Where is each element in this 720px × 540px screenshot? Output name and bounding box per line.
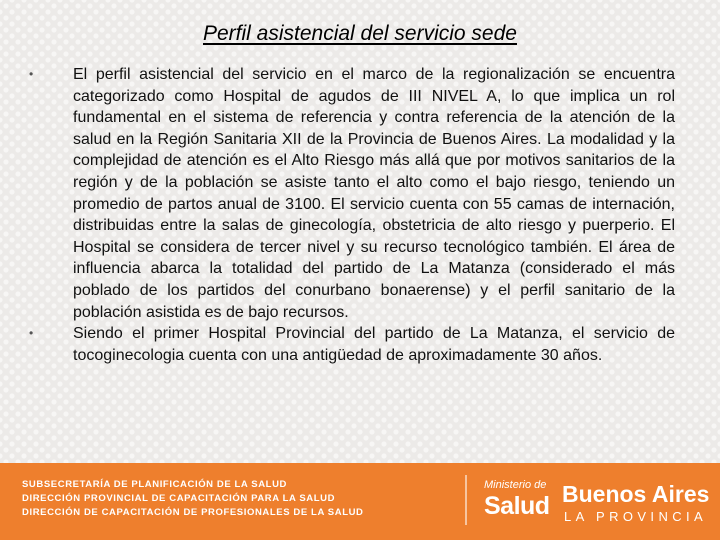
bullet-item [25,323,675,366]
bullet-icon: • [29,326,34,341]
bullet-text: El perfil asistencial del servicio en el marco de la regionalización se encuentra categorizado como Hospital de agudos de III NIVEL A, lo que implica un rol fundamental en el sistema de referencia y contra referencia de la atención de la salud en la Región Sanitaria XII de la Provincia de Buenos Aires. La modalidad y la complejidad de atención es el Alto Riesgo más allá que por motivos sanitarios de la región y de la población se asiste tanto el alto como el bajo riesgo, teniendo un promedio de partos anual de 3100. El servicio cuenta con 55 camas de internación, distribuidas entre la salas de ginecología, obstetricia de alto riesgo y puerperio. El Hospital se considera de tercer nivel y su recurso tecnológico también. El área de influencia abarca la totalidad del partido de La Matanza (considerado el más poblado de los partidos del conurbano bonaerense) y el perfil sanitario de la población asistida es de bajo recursos. [73,66,675,321]
slide-title [0,22,720,46]
footer-line: DIRECCIÓN DE CAPACITACIÓN DE PROFESIONALES DE LA SALUD [22,507,364,518]
footer-institution-lines [22,478,364,520]
logo-divider [465,475,467,525]
salud-logo-text: Salud [484,492,550,520]
footer-line: DIRECCIÓN PROVINCIAL DE CAPACITACIÓN PARA LA SALUD [22,493,336,504]
bullet-text: Siendo el primer Hospital Provincial del partido de La Matanza, el servicio de tocoginecologia cuenta con una antigüedad de aproximadamente 30 años. [73,325,675,364]
buenos-aires-logo-text: Buenos Aires [562,481,710,507]
footer-banner [0,463,720,540]
bullet-icon: • [29,67,34,81]
ministerio-label: Ministerio de [484,479,547,491]
slide-title-text: Perfil asistencial del servicio sede [203,22,517,45]
bullet-item [25,64,675,323]
slide-content [25,64,675,366]
la-provincia-logo-text: LA PROVINCIA [564,509,708,524]
footer-line: SUBSECRETARÍA DE PLANIFICACIÓN DE LA SALUD [22,479,287,490]
